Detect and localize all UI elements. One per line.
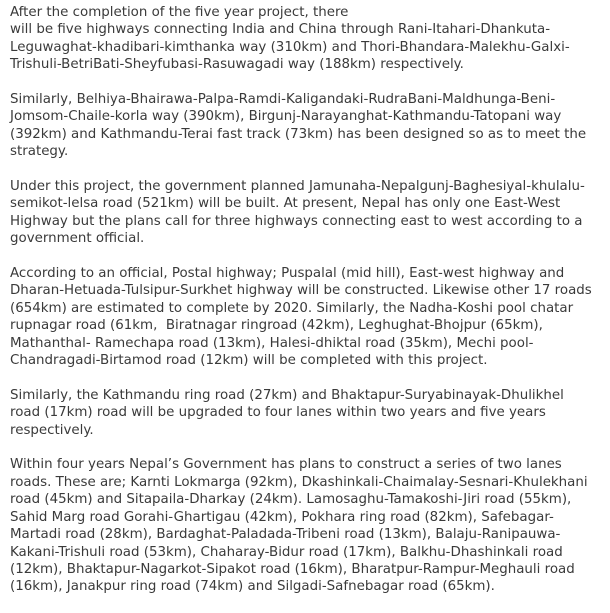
- paragraph-belhiya-way: [10, 91, 610, 161]
- text-line: Leguwaghat-khadibari-kimthanka way (310km) and Thori-Bhandara-Malekhu-Galxi-: [10, 39, 570, 55]
- text-line: Chandragadi-Birtamod road (12km) will be completed with this project.: [10, 353, 488, 369]
- text-line: road (45km) and Sitapaila-Dharkay (24km). Lamosaghu-Tamakoshi-Jiri road (55km),: [10, 492, 572, 508]
- text-line: government official.: [10, 231, 145, 247]
- text-line: Highway but the plans call for three highways connecting east to west according to a: [10, 213, 583, 229]
- paragraph-china-highways: [10, 4, 610, 74]
- text-line: roads. These are; Karnti Lokmarga (92km), Dkashinkali-Chaimalay-Sesnari-Khulekhani: [10, 474, 588, 490]
- text-line: respectively.: [10, 422, 94, 438]
- paragraph-jamunaha-road: [10, 178, 610, 248]
- text-line: Trishuli-BetriBati-Sheyfubasi-Rasuwagadi way (188km) respectively.: [10, 57, 464, 73]
- text-line: Similarly, Belhiya-Bhairawa-Palpa-Ramdi-Kaligandaki-RudraBani-Maldhunga-Beni-: [10, 92, 556, 108]
- text-line: strategy.: [10, 144, 69, 160]
- paragraph-two-lane-roads: [10, 456, 610, 595]
- text-line: Within four years Nepal’s Government has plans to construct a series of two lanes: [10, 457, 562, 473]
- text-line: According to an official, Postal highway; Puspalal (mid hill), East-west highway and: [10, 266, 565, 282]
- text-line: After the completion of the five year project, there: [10, 5, 349, 20]
- text-line: rupnagar road (61km, Biratnagar ringroad (42km), Leghughat-Bhojpur (65km),: [10, 318, 543, 334]
- text-line: (654km) are estimated to complete by 2020. Similarly, the Nadha-Koshi pool chatar: [10, 300, 574, 316]
- text-line: semikot-lelsa road (521km) will be built. At present, Nepal has only one East-West: [10, 196, 561, 212]
- text-line: Dharan-Hetuada-Tulsipur-Surkhet highway will be constructed. Likewise other 17 roads: [10, 283, 592, 299]
- paragraph-postal-highway: [10, 265, 610, 369]
- text-line: will be five highways connecting India and China through Rani-Itahari-Dhankuta-: [10, 22, 551, 38]
- text-line: Kakani-Trishuli road (53km), Chaharay-Bidur road (17km), Balkhu-Dhashinkali road: [10, 544, 563, 560]
- text-line: (12km), Bhaktapur-Nagarkot-Sipakot road (16km), Bharatpur-Rampur-Meghauli road: [10, 561, 575, 577]
- article-body: [10, 4, 610, 613]
- text-line: (392km) and Kathmandu-Terai fast track (73km) has been designed so as to meet the: [10, 126, 587, 142]
- text-line: road (17km) road will be upgraded to four lanes within two years and five years: [10, 405, 546, 421]
- paragraph-kathmandu-ring-road: [10, 387, 610, 439]
- text-line: Under this project, the government planned Jamunaha-Nepalgunj-Baghesiyal-khulalu-: [10, 179, 585, 195]
- text-line: Martadi road (28km), Bardaghat-Paladada-Tribeni road (13km), Balaju-Ranipauwa-: [10, 527, 561, 543]
- text-line: Jomsom-Chaile-korla way (390km), Birgunj-Narayanghat-Kathmandu-Tatopani way: [10, 109, 562, 125]
- text-line: Sahid Marg road Gorahi-Ghartigau (42km), Pokhara ring road (82km), Safebagar-: [10, 509, 554, 525]
- text-line: Similarly, the Kathmandu ring road (27km) and Bhaktapur-Suryabinayak-Dhulikhel: [10, 387, 564, 403]
- text-line: (16km), Janakpur ring road (74km) and Silgadi-Safnebagar road (65km).: [10, 579, 495, 595]
- text-line: Mathanthal- Ramechapa road (13km), Halesi-dhiktal road (35km), Mechi pool-: [10, 335, 534, 351]
